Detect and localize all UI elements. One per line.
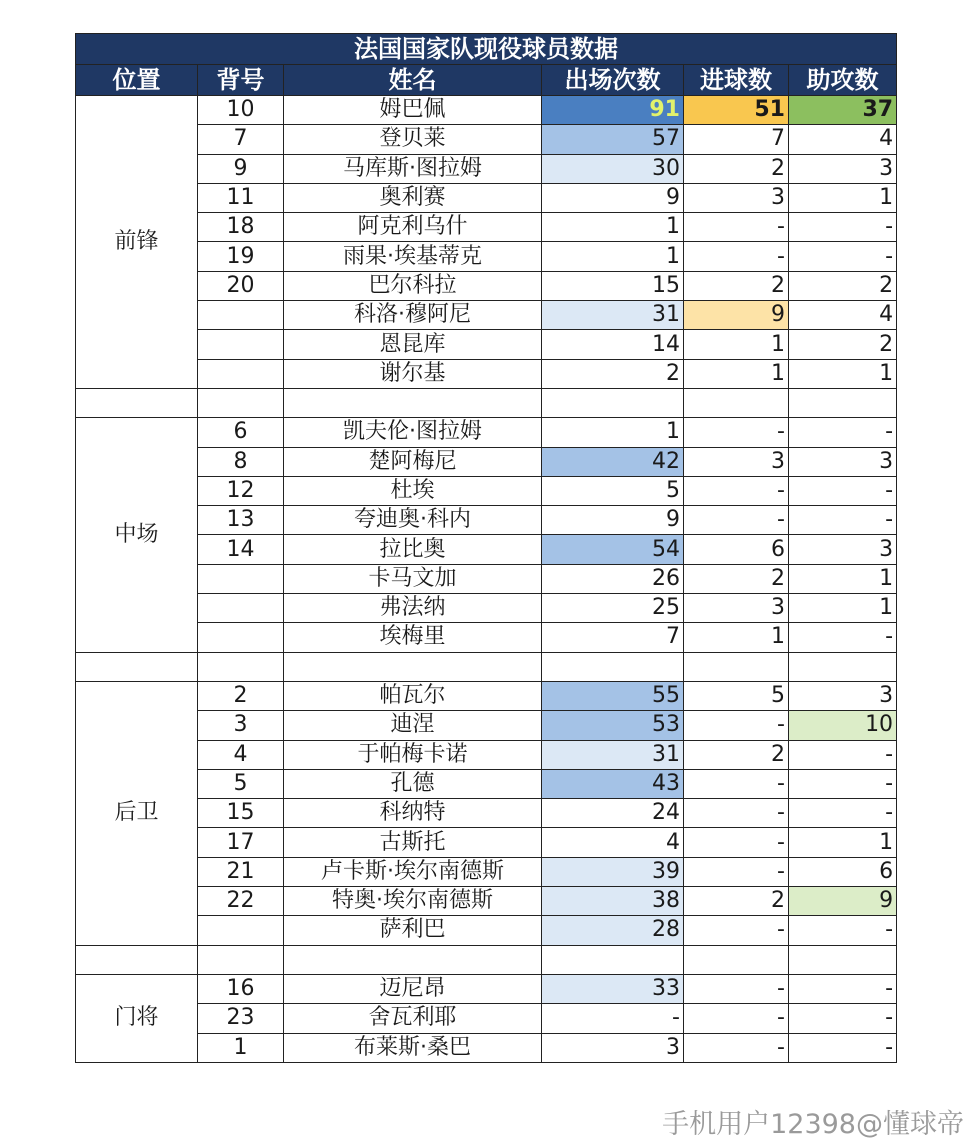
- goals-cell: 2: [684, 887, 789, 916]
- appearances-cell: 26: [542, 564, 684, 593]
- assists-cell: -: [789, 623, 897, 652]
- player-number: 6: [198, 418, 284, 447]
- player-number: 21: [198, 857, 284, 886]
- player-row: [76, 740, 897, 769]
- watermark: 手机用户12398@懂球帝: [662, 1109, 964, 1140]
- header-position: 位置: [76, 65, 198, 96]
- appearances-cell: 57: [542, 125, 684, 154]
- player-name: 弗法纳: [284, 594, 542, 623]
- goals-cell: -: [684, 799, 789, 828]
- player-number: 3: [198, 711, 284, 740]
- player-number: 12: [198, 476, 284, 505]
- stats-table-body: [76, 34, 897, 1063]
- player-number: 13: [198, 506, 284, 535]
- player-name: 埃梅里: [284, 623, 542, 652]
- player-name: 姆巴佩: [284, 96, 542, 125]
- empty-cell: [542, 652, 684, 681]
- appearances-cell: 5: [542, 476, 684, 505]
- assists-cell: 1: [789, 594, 897, 623]
- player-name: 古斯托: [284, 828, 542, 857]
- assists-cell: 1: [789, 828, 897, 857]
- appearances-cell: 43: [542, 769, 684, 798]
- player-name: 拉比奥: [284, 535, 542, 564]
- appearances-cell: 91: [542, 96, 684, 125]
- goals-cell: 2: [684, 154, 789, 183]
- spacer-row: [76, 388, 897, 417]
- assists-cell: 1: [789, 564, 897, 593]
- empty-cell: [284, 945, 542, 974]
- player-name: 特奥·埃尔南德斯: [284, 887, 542, 916]
- player-number: 19: [198, 242, 284, 271]
- player-number: [198, 301, 284, 330]
- player-row: [76, 359, 897, 388]
- appearances-cell: 2: [542, 359, 684, 388]
- player-row: [76, 828, 897, 857]
- empty-cell: [76, 652, 198, 681]
- player-row: [76, 301, 897, 330]
- player-row: [76, 418, 897, 447]
- goals-cell: 2: [684, 564, 789, 593]
- assists-cell: 2: [789, 271, 897, 300]
- empty-cell: [284, 388, 542, 417]
- player-number: 14: [198, 535, 284, 564]
- empty-cell: [198, 945, 284, 974]
- spacer-row: [76, 652, 897, 681]
- player-number: 16: [198, 974, 284, 1003]
- empty-cell: [76, 945, 198, 974]
- spacer-row: [76, 945, 897, 974]
- player-row: [76, 887, 897, 916]
- assists-cell: 3: [789, 681, 897, 710]
- player-name: 卡马文加: [284, 564, 542, 593]
- appearances-cell: 14: [542, 330, 684, 359]
- appearances-cell: 31: [542, 301, 684, 330]
- goals-cell: 7: [684, 125, 789, 154]
- player-row: [76, 183, 897, 212]
- assists-cell: 4: [789, 125, 897, 154]
- player-row: [76, 242, 897, 271]
- goals-cell: 2: [684, 271, 789, 300]
- appearances-cell: 7: [542, 623, 684, 652]
- goals-cell: 51: [684, 96, 789, 125]
- empty-cell: [789, 652, 897, 681]
- assists-cell: 1: [789, 359, 897, 388]
- player-name: 恩昆库: [284, 330, 542, 359]
- assists-cell: -: [789, 769, 897, 798]
- assists-cell: 10: [789, 711, 897, 740]
- player-number: [198, 330, 284, 359]
- player-row: [76, 447, 897, 476]
- player-name: 于帕梅卡诺: [284, 740, 542, 769]
- position-label: 中场: [76, 418, 198, 652]
- assists-cell: 2: [789, 330, 897, 359]
- goals-cell: -: [684, 242, 789, 271]
- player-row: [76, 623, 897, 652]
- header-assists: 助攻数: [789, 65, 897, 96]
- assists-cell: 3: [789, 535, 897, 564]
- goals-cell: -: [684, 418, 789, 447]
- appearances-cell: 1: [542, 418, 684, 447]
- assists-cell: 6: [789, 857, 897, 886]
- appearances-cell: 28: [542, 916, 684, 945]
- goals-cell: 9: [684, 301, 789, 330]
- player-number: 2: [198, 681, 284, 710]
- header-row: [76, 65, 897, 96]
- player-name: 孔德: [284, 769, 542, 798]
- player-number: 4: [198, 740, 284, 769]
- player-number: 10: [198, 96, 284, 125]
- table-title: 法国国家队现役球员数据: [76, 34, 897, 65]
- player-number: [198, 916, 284, 945]
- player-number: [198, 359, 284, 388]
- player-name: 迈尼昂: [284, 974, 542, 1003]
- player-number: 1: [198, 1033, 284, 1062]
- goals-cell: -: [684, 711, 789, 740]
- position-label: 后卫: [76, 681, 198, 945]
- player-name: 舍瓦利耶: [284, 1004, 542, 1033]
- header-appearances: 出场次数: [542, 65, 684, 96]
- assists-cell: -: [789, 1004, 897, 1033]
- player-name: 科洛·穆阿尼: [284, 301, 542, 330]
- empty-cell: [542, 945, 684, 974]
- goals-cell: -: [684, 213, 789, 242]
- player-name: 杜埃: [284, 476, 542, 505]
- assists-cell: 1: [789, 183, 897, 212]
- player-row: [76, 799, 897, 828]
- player-number: 15: [198, 799, 284, 828]
- goals-cell: -: [684, 828, 789, 857]
- player-name: 布莱斯·桑巴: [284, 1033, 542, 1062]
- appearances-cell: -: [542, 1004, 684, 1033]
- player-number: [198, 623, 284, 652]
- appearances-cell: 53: [542, 711, 684, 740]
- goals-cell: 1: [684, 623, 789, 652]
- appearances-cell: 38: [542, 887, 684, 916]
- player-name: 帕瓦尔: [284, 681, 542, 710]
- player-row: [76, 681, 897, 710]
- player-name: 马库斯·图拉姆: [284, 154, 542, 183]
- goals-cell: 3: [684, 447, 789, 476]
- player-row: [76, 125, 897, 154]
- player-row: [76, 564, 897, 593]
- player-number: 5: [198, 769, 284, 798]
- assists-cell: -: [789, 506, 897, 535]
- player-row: [76, 213, 897, 242]
- goals-cell: 1: [684, 359, 789, 388]
- player-number: [198, 564, 284, 593]
- assists-cell: -: [789, 799, 897, 828]
- goals-cell: -: [684, 1033, 789, 1062]
- appearances-cell: 1: [542, 213, 684, 242]
- assists-cell: -: [789, 242, 897, 271]
- player-row: [76, 535, 897, 564]
- appearances-cell: 42: [542, 447, 684, 476]
- assists-cell: 3: [789, 447, 897, 476]
- player-name: 夸迪奥·科内: [284, 506, 542, 535]
- player-name: 奥利赛: [284, 183, 542, 212]
- goals-cell: -: [684, 476, 789, 505]
- position-label: 门将: [76, 974, 198, 1062]
- player-row: [76, 330, 897, 359]
- assists-cell: -: [789, 1033, 897, 1062]
- player-row: [76, 271, 897, 300]
- player-name: 阿克利乌什: [284, 213, 542, 242]
- empty-cell: [684, 388, 789, 417]
- header-name: 姓名: [284, 65, 542, 96]
- player-number: 17: [198, 828, 284, 857]
- goals-cell: 3: [684, 594, 789, 623]
- player-name: 科纳特: [284, 799, 542, 828]
- player-name: 登贝莱: [284, 125, 542, 154]
- player-number: 22: [198, 887, 284, 916]
- assists-cell: 4: [789, 301, 897, 330]
- header-goals: 进球数: [684, 65, 789, 96]
- assists-cell: 37: [789, 96, 897, 125]
- goals-cell: -: [684, 506, 789, 535]
- empty-cell: [284, 652, 542, 681]
- appearances-cell: 33: [542, 974, 684, 1003]
- assists-cell: -: [789, 740, 897, 769]
- appearances-cell: 31: [542, 740, 684, 769]
- player-row: [76, 1033, 897, 1062]
- assists-cell: 9: [789, 887, 897, 916]
- player-row: [76, 506, 897, 535]
- player-name: 巴尔科拉: [284, 271, 542, 300]
- player-number: 11: [198, 183, 284, 212]
- player-row: [76, 154, 897, 183]
- goals-cell: 2: [684, 740, 789, 769]
- appearances-cell: 3: [542, 1033, 684, 1062]
- empty-cell: [76, 388, 198, 417]
- empty-cell: [789, 945, 897, 974]
- player-number: 20: [198, 271, 284, 300]
- player-name: 楚阿梅尼: [284, 447, 542, 476]
- player-name: 卢卡斯·埃尔南德斯: [284, 857, 542, 886]
- appearances-cell: 4: [542, 828, 684, 857]
- appearances-cell: 39: [542, 857, 684, 886]
- goals-cell: -: [684, 974, 789, 1003]
- appearances-cell: 55: [542, 681, 684, 710]
- goals-cell: -: [684, 916, 789, 945]
- appearances-cell: 15: [542, 271, 684, 300]
- goals-cell: 6: [684, 535, 789, 564]
- header-number: 背号: [198, 65, 284, 96]
- appearances-cell: 1: [542, 242, 684, 271]
- empty-cell: [789, 388, 897, 417]
- empty-cell: [198, 652, 284, 681]
- player-row: [76, 96, 897, 125]
- empty-cell: [684, 652, 789, 681]
- player-row: [76, 594, 897, 623]
- player-row: [76, 857, 897, 886]
- player-row: [76, 476, 897, 505]
- player-row: [76, 916, 897, 945]
- player-name: 迪涅: [284, 711, 542, 740]
- appearances-cell: 25: [542, 594, 684, 623]
- goals-cell: 5: [684, 681, 789, 710]
- player-number: 8: [198, 447, 284, 476]
- player-number: 9: [198, 154, 284, 183]
- assists-cell: -: [789, 213, 897, 242]
- assists-cell: -: [789, 476, 897, 505]
- appearances-cell: 30: [542, 154, 684, 183]
- position-label: 前锋: [76, 96, 198, 389]
- assists-cell: 3: [789, 154, 897, 183]
- appearances-cell: 9: [542, 183, 684, 212]
- player-number: 23: [198, 1004, 284, 1033]
- appearances-cell: 24: [542, 799, 684, 828]
- goals-cell: 1: [684, 330, 789, 359]
- player-row: [76, 769, 897, 798]
- player-number: 7: [198, 125, 284, 154]
- assists-cell: -: [789, 916, 897, 945]
- appearances-cell: 54: [542, 535, 684, 564]
- player-number: 18: [198, 213, 284, 242]
- goals-cell: -: [684, 1004, 789, 1033]
- goals-cell: -: [684, 769, 789, 798]
- assists-cell: -: [789, 974, 897, 1003]
- empty-cell: [542, 388, 684, 417]
- player-name: 凯夫伦·图拉姆: [284, 418, 542, 447]
- goals-cell: 3: [684, 183, 789, 212]
- assists-cell: -: [789, 418, 897, 447]
- player-name: 谢尔基: [284, 359, 542, 388]
- player-name: 萨利巴: [284, 916, 542, 945]
- stats-table: [75, 33, 897, 1063]
- goals-cell: -: [684, 857, 789, 886]
- player-name: 雨果·埃基蒂克: [284, 242, 542, 271]
- empty-cell: [684, 945, 789, 974]
- player-number: [198, 594, 284, 623]
- player-row: [76, 1004, 897, 1033]
- title-row: [76, 34, 897, 65]
- empty-cell: [198, 388, 284, 417]
- player-row: [76, 711, 897, 740]
- appearances-cell: 9: [542, 506, 684, 535]
- player-row: [76, 974, 897, 1003]
